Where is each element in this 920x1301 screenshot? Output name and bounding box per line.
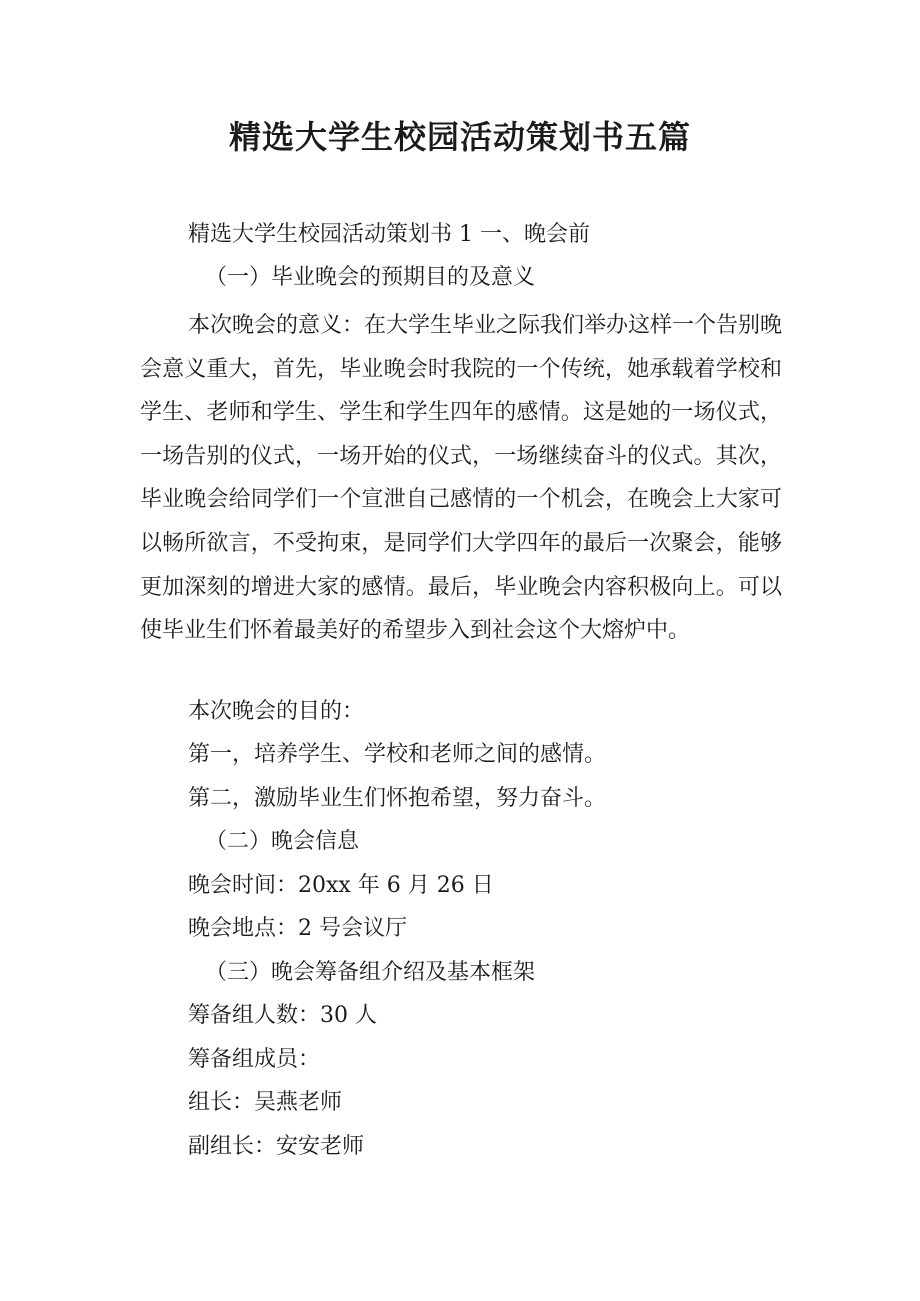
document-title: 精选大学生校园活动策划书五篇 <box>228 118 691 156</box>
intro-heading: 精选大学生校园活动策划书 1 一、晚会前 <box>188 222 590 247</box>
purpose-item-1: 第一，培养学生、学校和老师之间的感情。 <box>188 742 607 767</box>
committee-size: 筹备组人数：30 人 <box>188 1003 377 1028</box>
purpose-label: 本次晚会的目的： <box>188 699 365 724</box>
purpose-item-2: 第二，激励毕业生们怀抱希望，努力奋斗。 <box>188 786 607 811</box>
significance-paragraph: 本次晚会的意义：在大学生毕业之际我们举办这样一个告别晚会意义重大，首先，毕业晚会时我院的一个传统，她承载着学校和学生、老师和学生、学生和学生四年的感情。这是她的一场仪式，一场告别的仪式，一场开始的仪式，一场继续奋斗的仪式。其次，毕业晚会给同学们一个宣泄自己感情的一个机会，在晚会上大家可以畅所欲言，不受拘束，是同学们大学四年的最后一次聚会，能够更加深刻的增进大家的感情。最后，毕业晚会内容积极向上。可以使毕业生们怀着最美好的希望步入到社会这个大熔炉中。 <box>140 313 783 644</box>
committee-leader: 组长：吴燕老师 <box>188 1090 343 1115</box>
committee-members-label: 筹备组成员： <box>188 1047 321 1072</box>
event-location: 晚会地点：2 号会议厅 <box>188 916 407 941</box>
section-heading-2: （二）晚会信息 <box>205 829 360 854</box>
committee-deputy-leader: 副组长：安安老师 <box>188 1134 365 1159</box>
section-heading-1: （一）毕业晚会的预期目的及意义 <box>205 265 536 290</box>
section-heading-3: （三）晚会筹备组介绍及基本框架 <box>205 960 536 985</box>
event-time: 晚会时间：20xx 年 6 月 26 日 <box>188 873 494 898</box>
